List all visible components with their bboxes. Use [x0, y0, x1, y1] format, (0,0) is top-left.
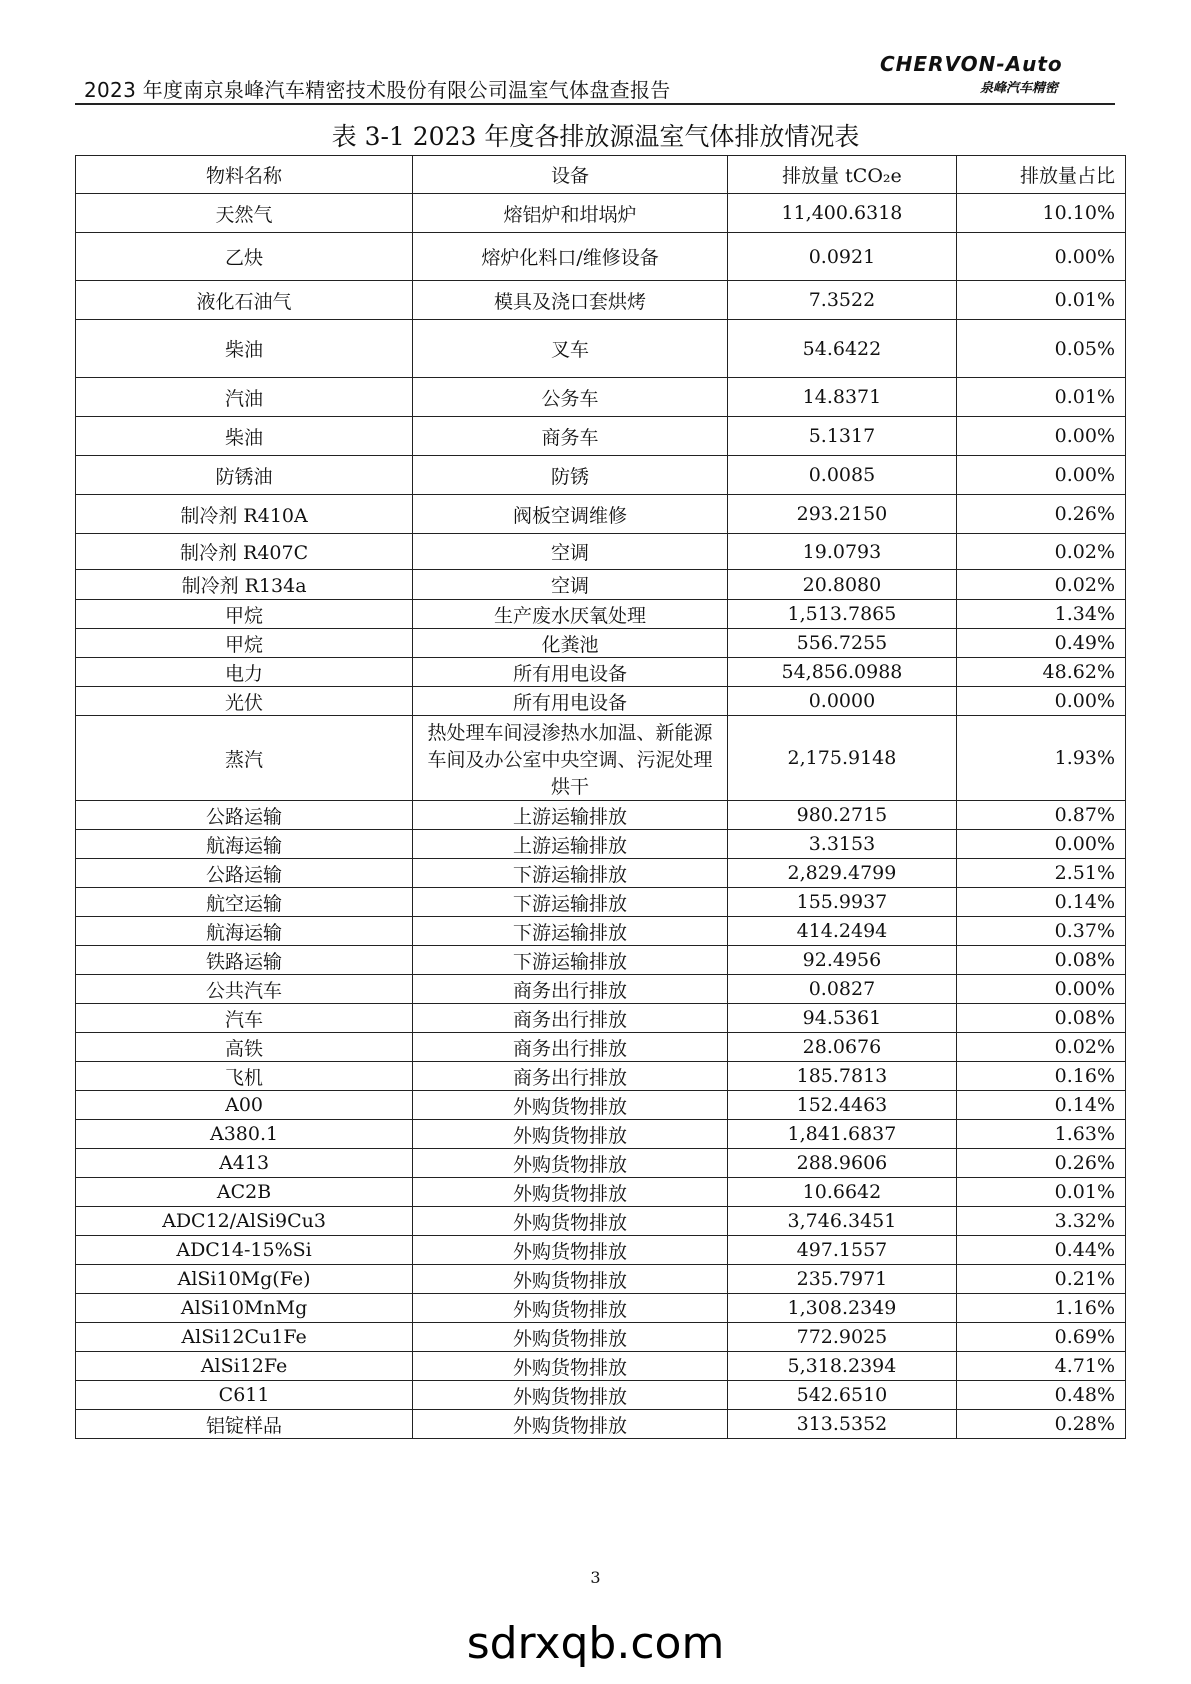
cell-emission: 2,175.9148: [727, 716, 956, 801]
table-row: [76, 917, 1126, 946]
cell-equipment: 熔炉化料口/维修设备: [413, 233, 728, 281]
cell-emission: 152.4463: [727, 1091, 956, 1120]
cell-emission: 3,746.3451: [727, 1207, 956, 1236]
cell-equipment: 外购货物排放: [413, 1178, 728, 1207]
cell-material: 柴油: [76, 320, 413, 378]
cell-equipment: 阀板空调维修: [413, 495, 728, 534]
cell-equipment: 所有用电设备: [413, 658, 728, 687]
cell-material: A413: [76, 1149, 413, 1178]
cell-share: 0.02%: [956, 570, 1125, 600]
cell-emission: 155.9937: [727, 888, 956, 917]
cell-equipment: 外购货物排放: [413, 1323, 728, 1352]
table-row: [76, 1062, 1126, 1091]
header-share: 排放量占比: [956, 156, 1125, 194]
cell-equipment: 商务出行排放: [413, 975, 728, 1004]
cell-equipment: 商务出行排放: [413, 1033, 728, 1062]
table-row: [76, 1294, 1126, 1323]
cell-material: 飞机: [76, 1062, 413, 1091]
cell-emission: 11,400.6318: [727, 194, 956, 233]
cell-equipment: 外购货物排放: [413, 1410, 728, 1439]
cell-emission: 414.2494: [727, 917, 956, 946]
table-row: [76, 859, 1126, 888]
cell-material: 制冷剂 R407C: [76, 534, 413, 570]
report-header-title: 2023 年度南京泉峰汽车精密技术股份有限公司温室气体盘查报告: [84, 78, 671, 102]
cell-material: 液化石油气: [76, 281, 413, 320]
cell-share: 0.44%: [956, 1236, 1125, 1265]
cell-emission: 0.0827: [727, 975, 956, 1004]
cell-material: C611: [76, 1381, 413, 1410]
cell-share: 1.34%: [956, 600, 1125, 629]
cell-equipment: 下游运输排放: [413, 859, 728, 888]
cell-share: 0.14%: [956, 888, 1125, 917]
cell-material: 铁路运输: [76, 946, 413, 975]
cell-material: 天然气: [76, 194, 413, 233]
cell-equipment: 热处理车间浸渗热水加温、新能源车间及办公室中央空调、污泥处理烘干: [413, 716, 728, 801]
table-row: [76, 417, 1126, 456]
table-row: [76, 946, 1126, 975]
table-row: [76, 1091, 1126, 1120]
table-row: [76, 570, 1126, 600]
cell-emission: 772.9025: [727, 1323, 956, 1352]
cell-equipment: 空调: [413, 570, 728, 600]
cell-emission: 235.7971: [727, 1265, 956, 1294]
cell-emission: 10.6642: [727, 1178, 956, 1207]
cell-share: 0.01%: [956, 378, 1125, 417]
cell-equipment: 上游运输排放: [413, 830, 728, 859]
cell-equipment: 外购货物排放: [413, 1352, 728, 1381]
table-caption: 表 3-1 2023 年度各排放源温室气体排放情况表: [331, 122, 860, 151]
cell-material: A380.1: [76, 1120, 413, 1149]
cell-material: AC2B: [76, 1178, 413, 1207]
cell-share: 0.28%: [956, 1410, 1125, 1439]
company-logo: [880, 52, 1070, 96]
cell-material: AlSi10MnMg: [76, 1294, 413, 1323]
cell-material: 甲烷: [76, 629, 413, 658]
cell-share: 0.08%: [956, 1004, 1125, 1033]
logo-chinese-name: 泉峰汽车精密: [979, 81, 1058, 96]
cell-equipment: 空调: [413, 534, 728, 570]
table-row: [76, 888, 1126, 917]
table-row: [76, 801, 1126, 830]
cell-share: 0.08%: [956, 946, 1125, 975]
cell-equipment: 外购货物排放: [413, 1120, 728, 1149]
cell-emission: 0.0085: [727, 456, 956, 495]
table-row: [76, 1381, 1126, 1410]
table-header-row: [76, 156, 1126, 194]
table-row: [76, 1004, 1126, 1033]
cell-emission: 1,841.6837: [727, 1120, 956, 1149]
cell-material: 光伏: [76, 687, 413, 716]
header-material: 物料名称: [76, 156, 413, 194]
cell-share: 0.00%: [956, 975, 1125, 1004]
cell-emission: 556.7255: [727, 629, 956, 658]
cell-share: 1.63%: [956, 1120, 1125, 1149]
cell-share: 0.16%: [956, 1062, 1125, 1091]
cell-emission: 94.5361: [727, 1004, 956, 1033]
cell-material: 公路运输: [76, 859, 413, 888]
cell-material: 航海运输: [76, 917, 413, 946]
table-row: [76, 1207, 1126, 1236]
cell-equipment: 化粪池: [413, 629, 728, 658]
table-row: [76, 281, 1126, 320]
table-row: [76, 1323, 1126, 1352]
cell-equipment: 外购货物排放: [413, 1236, 728, 1265]
cell-share: 0.00%: [956, 233, 1125, 281]
cell-equipment: 外购货物排放: [413, 1294, 728, 1323]
cell-share: 0.21%: [956, 1265, 1125, 1294]
cell-equipment: 商务车: [413, 417, 728, 456]
table-row: [76, 378, 1126, 417]
cell-share: 10.10%: [956, 194, 1125, 233]
cell-emission: 2,829.4799: [727, 859, 956, 888]
cell-equipment: 商务出行排放: [413, 1062, 728, 1091]
cell-equipment: 公务车: [413, 378, 728, 417]
cell-equipment: 商务出行排放: [413, 1004, 728, 1033]
cell-emission: 542.6510: [727, 1381, 956, 1410]
cell-equipment: 防锈: [413, 456, 728, 495]
cell-share: 0.37%: [956, 917, 1125, 946]
cell-material: 航空运输: [76, 888, 413, 917]
cell-emission: 7.3522: [727, 281, 956, 320]
cell-equipment: 叉车: [413, 320, 728, 378]
table-row: [76, 1120, 1126, 1149]
cell-share: 0.26%: [956, 495, 1125, 534]
cell-share: 0.01%: [956, 281, 1125, 320]
cell-material: 柴油: [76, 417, 413, 456]
watermark-text: sdrxqb.com: [466, 1618, 725, 1669]
cell-material: ADC14-15%Si: [76, 1236, 413, 1265]
cell-emission: 1,308.2349: [727, 1294, 956, 1323]
cell-share: 4.71%: [956, 1352, 1125, 1381]
emissions-table: [75, 155, 1126, 1439]
cell-equipment: 外购货物排放: [413, 1091, 728, 1120]
cell-equipment: 外购货物排放: [413, 1149, 728, 1178]
cell-share: 48.62%: [956, 658, 1125, 687]
cell-share: 0.00%: [956, 456, 1125, 495]
cell-share: 0.26%: [956, 1149, 1125, 1178]
table-row: [76, 1236, 1126, 1265]
cell-share: 0.49%: [956, 629, 1125, 658]
cell-share: 0.48%: [956, 1381, 1125, 1410]
cell-share: 0.69%: [956, 1323, 1125, 1352]
cell-share: 1.93%: [956, 716, 1125, 801]
cell-material: 甲烷: [76, 600, 413, 629]
cell-emission: 1,513.7865: [727, 600, 956, 629]
cell-equipment: 外购货物排放: [413, 1381, 728, 1410]
table-row: [76, 716, 1126, 801]
cell-equipment: 熔铝炉和坩埚炉: [413, 194, 728, 233]
cell-share: 0.00%: [956, 687, 1125, 716]
cell-emission: 0.0921: [727, 233, 956, 281]
cell-material: 电力: [76, 658, 413, 687]
cell-emission: 497.1557: [727, 1236, 956, 1265]
cell-emission: 5.1317: [727, 417, 956, 456]
cell-share: 0.02%: [956, 1033, 1125, 1062]
cell-emission: 3.3153: [727, 830, 956, 859]
cell-equipment: 上游运输排放: [413, 801, 728, 830]
cell-share: 2.51%: [956, 859, 1125, 888]
cell-material: 汽车: [76, 1004, 413, 1033]
cell-emission: 980.2715: [727, 801, 956, 830]
table-row: [76, 456, 1126, 495]
cell-material: 铝锭样品: [76, 1410, 413, 1439]
cell-share: 0.01%: [956, 1178, 1125, 1207]
cell-emission: 28.0676: [727, 1033, 956, 1062]
cell-equipment: 模具及浇口套烘烤: [413, 281, 728, 320]
header-emission: 排放量 tCO₂e: [727, 156, 956, 194]
cell-material: A00: [76, 1091, 413, 1120]
cell-material: 公共汽车: [76, 975, 413, 1004]
logo-wordmark: CHERVON-Auto: [880, 52, 1063, 76]
table-row: [76, 233, 1126, 281]
table-row: [76, 1149, 1126, 1178]
cell-emission: 0.0000: [727, 687, 956, 716]
table-row: [76, 1352, 1126, 1381]
cell-emission: 54,856.0988: [727, 658, 956, 687]
header-equipment: 设备: [413, 156, 728, 194]
header-divider: [75, 103, 1115, 105]
cell-material: 航海运输: [76, 830, 413, 859]
cell-share: 1.16%: [956, 1294, 1125, 1323]
cell-emission: 185.7813: [727, 1062, 956, 1091]
cell-emission: 14.8371: [727, 378, 956, 417]
table-row: [76, 534, 1126, 570]
cell-material: 公路运输: [76, 801, 413, 830]
table-row: [76, 600, 1126, 629]
table-body: [76, 194, 1126, 1439]
table-row: [76, 830, 1126, 859]
table-row: [76, 1265, 1126, 1294]
cell-material: ADC12/AlSi9Cu3: [76, 1207, 413, 1236]
cell-share: 0.05%: [956, 320, 1125, 378]
cell-share: 0.87%: [956, 801, 1125, 830]
cell-emission: 293.2150: [727, 495, 956, 534]
table-row: [76, 629, 1126, 658]
cell-equipment: 下游运输排放: [413, 888, 728, 917]
cell-material: 蒸汽: [76, 716, 413, 801]
cell-emission: 19.0793: [727, 534, 956, 570]
cell-material: 汽油: [76, 378, 413, 417]
table-row: [76, 320, 1126, 378]
cell-material: 制冷剂 R134a: [76, 570, 413, 600]
cell-material: AlSi10Mg(Fe): [76, 1265, 413, 1294]
cell-share: 0.02%: [956, 534, 1125, 570]
cell-material: 高铁: [76, 1033, 413, 1062]
cell-emission: 54.6422: [727, 320, 956, 378]
table-row: [76, 1033, 1126, 1062]
cell-material: AlSi12Fe: [76, 1352, 413, 1381]
table-row: [76, 495, 1126, 534]
cell-material: AlSi12Cu1Fe: [76, 1323, 413, 1352]
cell-emission: 20.8080: [727, 570, 956, 600]
table-row: [76, 1410, 1126, 1439]
cell-equipment: 外购货物排放: [413, 1265, 728, 1294]
cell-equipment: 所有用电设备: [413, 687, 728, 716]
cell-material: 乙炔: [76, 233, 413, 281]
cell-material: 制冷剂 R410A: [76, 495, 413, 534]
cell-emission: 92.4956: [727, 946, 956, 975]
cell-share: 0.14%: [956, 1091, 1125, 1120]
cell-equipment: 下游运输排放: [413, 917, 728, 946]
table-row: [76, 687, 1126, 716]
table-row: [76, 1178, 1126, 1207]
cell-equipment: 外购货物排放: [413, 1207, 728, 1236]
cell-emission: 288.9606: [727, 1149, 956, 1178]
cell-share: 0.00%: [956, 830, 1125, 859]
table-row: [76, 975, 1126, 1004]
cell-share: 0.00%: [956, 417, 1125, 456]
cell-material: 防锈油: [76, 456, 413, 495]
table-row: [76, 658, 1126, 687]
cell-emission: 313.5352: [727, 1410, 956, 1439]
cell-share: 3.32%: [956, 1207, 1125, 1236]
cell-equipment: 生产废水厌氧处理: [413, 600, 728, 629]
table-row: [76, 194, 1126, 233]
page-number: 3: [590, 1568, 601, 1587]
cell-equipment: 下游运输排放: [413, 946, 728, 975]
cell-emission: 5,318.2394: [727, 1352, 956, 1381]
